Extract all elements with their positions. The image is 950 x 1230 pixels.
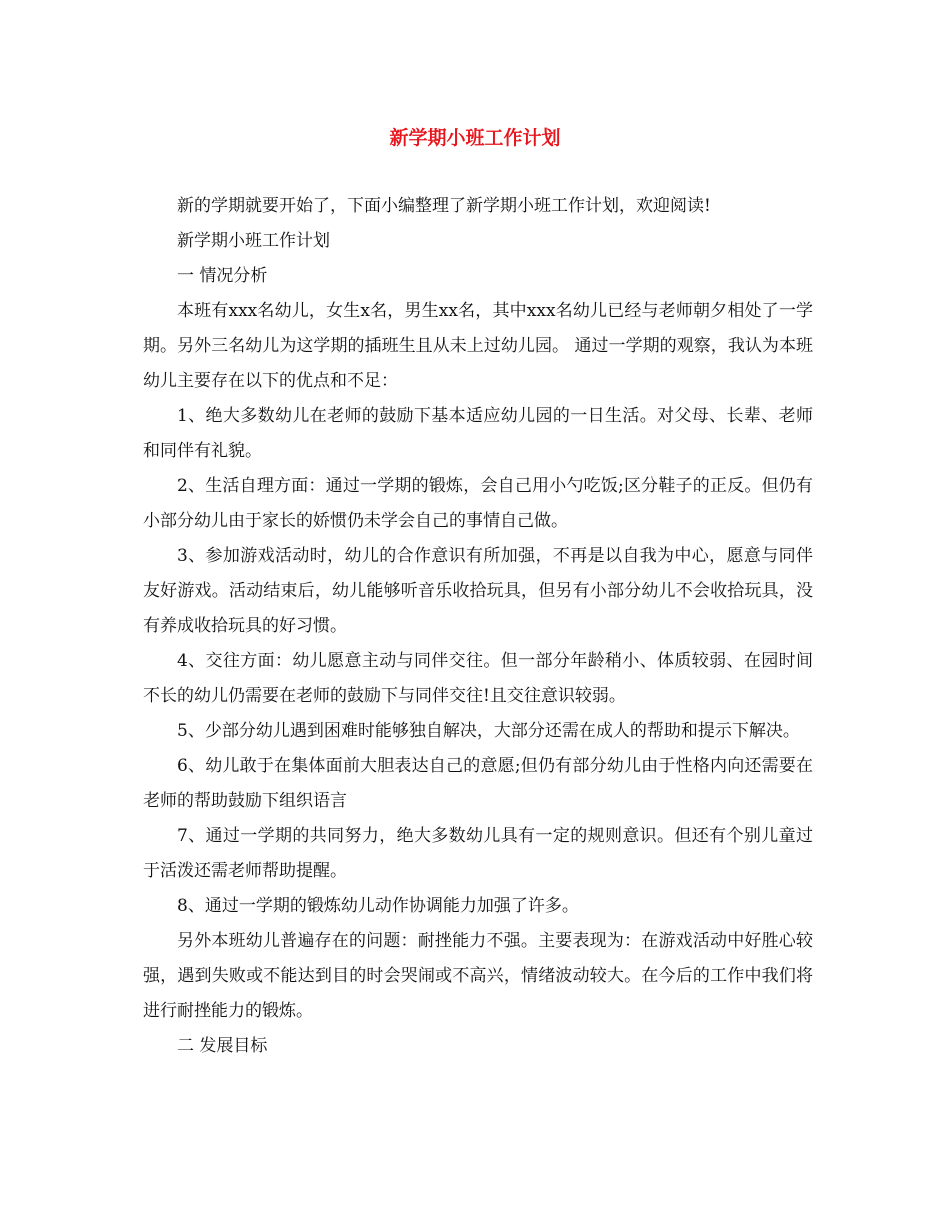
list-item-8: 8、通过一学期的锻炼幼儿动作协调能力加强了许多。 xyxy=(177,896,579,916)
list-item-5: 5、少部分幼儿遇到困难时能够独自解决，大部分还需在成人的帮助和提示下解决。 xyxy=(177,721,800,741)
paragraph-common-issues: 另外本班幼儿普遍存在的问题：耐挫能力不强。主要表现为：在游戏活动中好胜心较强，遇到失败或不能达到目的时会哭闹或不高兴，情绪波动较大。在今后的工作中我们将进行耐挫能力的锻炼。 xyxy=(143,931,813,1021)
list-item-1: 1、绝大多数幼儿在老师的鼓励下基本适应幼儿园的一日生活。对父母、长辈、老师和同伴有礼貌。 xyxy=(143,406,813,461)
list-item-3: 3、参加游戏活动时，幼儿的合作意识有所加强，不再是以自我为中心，愿意与同伴友好游戏。活动结束后，幼儿能够听音乐收拾玩具，但另有小部分幼儿不会收拾玩具，没有养成收拾玩具的好习惯。 xyxy=(143,546,813,636)
list-item-6: 6、幼儿敢于在集体面前大胆表达自己的意愿;但仍有部分幼儿由于性格内向还需要在老师的帮助鼓励下组织语言 xyxy=(143,756,813,811)
document-title: 新学期小班工作计划 xyxy=(389,127,561,149)
list-item-4: 4、交往方面：幼儿愿意主动与同伴交往。但一部分年龄稍小、体质较弱、在园时间不长的幼儿仍需要在老师的鼓励下与同伴交往!且交往意识较弱。 xyxy=(143,651,813,706)
list-item-2: 2、生活自理方面：通过一学期的锻炼，会自己用小勺吃饭;区分鞋子的正反。但仍有小部分幼儿由于家长的娇惯仍未学会自己的事情自己做。 xyxy=(143,476,813,531)
section-heading-development-goals: 二 发展目标 xyxy=(177,1036,268,1056)
paragraph-class-overview: 本班有xxx名幼儿，女生x名，男生xx名，其中xxx名幼儿已经与老师朝夕相处了一学期。另外三名幼儿为这学期的插班生且从未上过幼儿园。 通过一学期的观察，我认为本班幼儿主要存在以下的优点和不足： xyxy=(143,301,813,391)
document-body xyxy=(143,189,813,1064)
list-item-7: 7、通过一学期的共同努力，绝大多数幼儿具有一定的规则意识。但还有个别儿童过于活泼还需老师帮助提醒。 xyxy=(143,826,813,881)
paragraph-intro: 新的学期就要开始了，下面小编整理了新学期小班工作计划，欢迎阅读! xyxy=(177,196,711,216)
paragraph-subtitle: 新学期小班工作计划 xyxy=(177,231,330,251)
section-heading-situation-analysis: 一 情况分析 xyxy=(177,266,268,286)
